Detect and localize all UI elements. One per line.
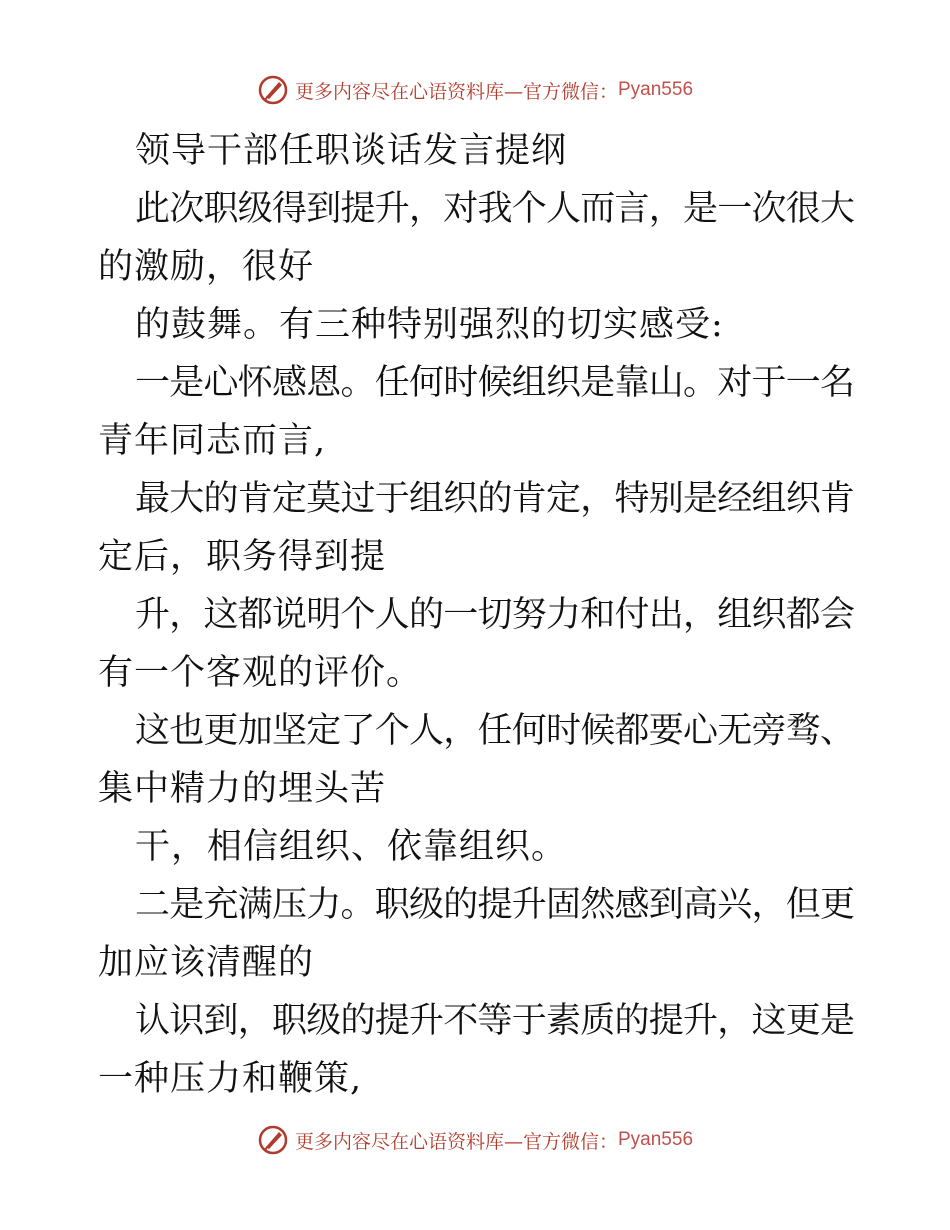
- banner-account: Pyan556: [618, 79, 694, 100]
- footer-banner: [0, 1120, 950, 1160]
- paragraph-line: 干，相信组织、依靠组织。: [135, 827, 568, 867]
- paragraph-line: 最大的肯定莫过于组织的肯定，特别是经组织肯: [135, 479, 855, 519]
- paragraph-line: 的鼓舞。有三种特别强烈的切实感受:: [135, 305, 724, 345]
- paragraph-line: 认识到，职级的提升不等于素质的提升，这更是: [135, 1001, 855, 1041]
- banner-text: 更多内容尽在心语资料库—官方微信：: [294, 80, 618, 103]
- document-title: 领导干部任职谈话发言提纲: [135, 131, 568, 171]
- quill-logo-icon: [257, 1124, 289, 1156]
- paragraph-line: 一是心怀感恩。任何时候组织是靠山。对于一名: [135, 363, 855, 403]
- paragraph-line: 二是充满压力。职级的提升固然感到高兴，但更: [135, 885, 855, 925]
- paragraph-line: 升，这都说明个人的一切努力和付出，组织都会: [135, 595, 855, 635]
- banner-account: Pyan556: [618, 1129, 694, 1150]
- paragraph-line: 一种压力和鞭策,: [98, 1059, 363, 1099]
- paragraph-line: 加应该清醒的: [98, 943, 315, 983]
- paragraph-line: 有一个客观的评价。: [98, 653, 423, 693]
- quill-logo-icon: [257, 74, 289, 106]
- header-banner: [0, 70, 950, 110]
- paragraph-line: 集中精力的埋头苦: [98, 769, 387, 809]
- paragraph-line: 此次职级得到提升，对我个人而言，是一次很大: [135, 189, 855, 229]
- document-body: [98, 122, 858, 1108]
- banner-text: 更多内容尽在心语资料库—官方微信：: [294, 1130, 618, 1153]
- paragraph-line: 青年同志而言,: [98, 421, 327, 461]
- paragraph-line: 这也更加坚定了个人，任何时候都要心无旁骛、: [135, 711, 855, 751]
- paragraph-line: 定后，职务得到提: [98, 537, 387, 577]
- paragraph-line: 的激励，很好: [98, 247, 315, 287]
